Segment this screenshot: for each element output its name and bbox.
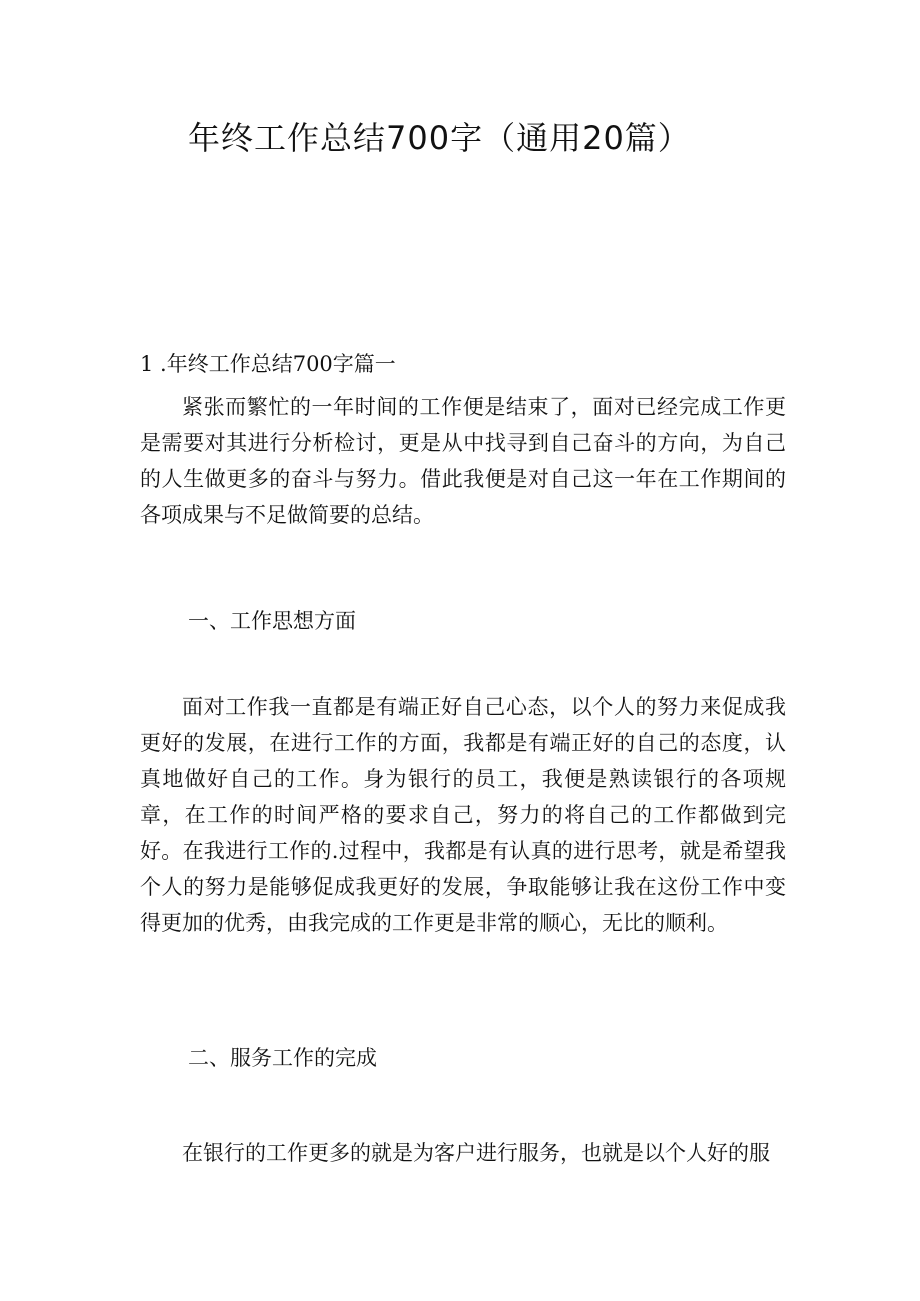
paragraph-work-thought: 面对工作我一直都是有端正好自己心态，以个人的努力来促成我更好的发展，在进行工作的方面，我都是有端正好的自己的态度，认真地做好自己的工作。身为银行的员工，我便是熟读银行的各项规章，在工作的时间严格的要求自己，努力的将自己的工作都做到完好。在我进行工作的.过程中，我都是有认真的进行思考，就是希望我个人的努力是能够促成我更好的发展，争取能够让我在这份工作中变得更加的优秀，由我完成的工作更是非常的顺心，无比的顺利。	[140, 695, 786, 935]
section-title: 1 .年终工作总结700字篇一	[140, 352, 396, 376]
paragraph-intro: 紧张而繁忙的一年时间的工作便是结束了，面对已经完成工作更是需要对其进行分析检讨，更是从中找寻到自己奋斗的方向，为自己的人生做更多的奋斗与努力。借此我便是对自己这一年在工作期间的各项成果与不足做简要的总结。	[140, 395, 786, 527]
paragraph-service-work: 在银行的工作更多的就是为客户进行服务，也就是以个人好的服	[182, 1141, 770, 1165]
document-title: 年终工作总结700字（通用20篇）	[188, 119, 691, 157]
heading-work-thought: 一、工作思想方面	[188, 609, 356, 633]
heading-service-work: 二、服务工作的完成	[188, 1046, 377, 1070]
